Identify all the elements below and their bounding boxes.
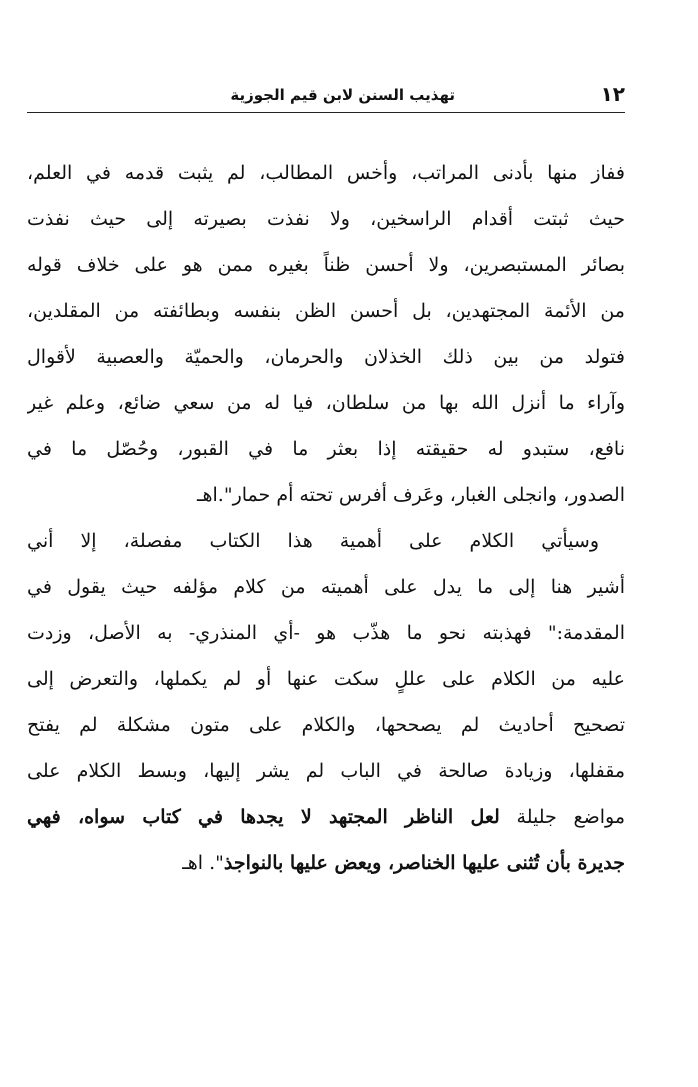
- text-line: [27, 840, 625, 886]
- running-head: [27, 78, 625, 113]
- text-bold: لعل الناظر المجتهد لا يجدها في كتاب سواه، فهي: [27, 806, 500, 828]
- paragraph-1: [27, 150, 625, 518]
- header-title: تهذيب السنن لابن قيم الجوزية: [230, 86, 455, 104]
- text-line: نافع، ستبدو له حقيقته إذا بعثر ما في القبور، وحُصّل ما في: [27, 438, 625, 460]
- text-normal: ". اهـ: [182, 852, 224, 874]
- page-number: ١٢: [600, 82, 625, 106]
- paragraph-2: [27, 518, 625, 886]
- text-line: وسيأتي الكلام على أهمية هذا الكتاب مفصلة، إلا أني: [27, 530, 599, 552]
- text-line: ففاز منها بأدنى المراتب، وأخس المطالب، لم يثبت قدمه في العلم،: [27, 162, 625, 184]
- text-line: [27, 794, 625, 840]
- text-line: وآراء ما أنزل الله بها من سلطان، فيا له من سعي ضائع، وعلم غير: [27, 392, 625, 414]
- text-normal: مواضع جليلة: [516, 806, 625, 828]
- text-bold: جديرة بأن تُثنى عليها الخناصر، ويعض عليها بالنواجذ: [223, 852, 625, 874]
- text-line: مقفلها، وزيادة صالحة في الباب لم يشر إليها، وبسط الكلام على: [27, 760, 625, 782]
- text-line: تصحيح أحاديث لم يصححها، والكلام على متون مشكلة لم يفتح: [27, 714, 625, 736]
- text-line: عليه من الكلام على عللٍ سكت عنها أو لم يكملها، والتعرض إلى: [27, 668, 625, 690]
- body-text: [27, 150, 625, 886]
- text-line: الصدور، وانجلى الغبار، وعَرف أفرس تحته أم حمار".اهـ: [196, 484, 625, 506]
- text-line: المقدمة:" فهذبته نحو ما هذّب هو -أي المنذري- به الأصل، وزدت: [27, 622, 625, 644]
- text-line: فتولد من بين ذلك الخذلان والحرمان، والحميّة والعصبية لأقوال: [27, 346, 625, 368]
- text-line: حيث ثبتت أقدام الراسخين، ولا نفذت بصيرته إلى حيث نفذت: [27, 208, 625, 230]
- text-line: بصائر المستبصرين، ولا أحسن ظناً بغيره ممن هو على خلاف قوله: [27, 254, 625, 276]
- text-line: أشير هنا إلى ما يدل على أهميته من كلام مؤلفه حيث يقول في: [27, 576, 625, 598]
- text-line: من الأئمة المجتهدين، بل أحسن الظن بنفسه وبطائفته من المقلدين،: [27, 300, 625, 322]
